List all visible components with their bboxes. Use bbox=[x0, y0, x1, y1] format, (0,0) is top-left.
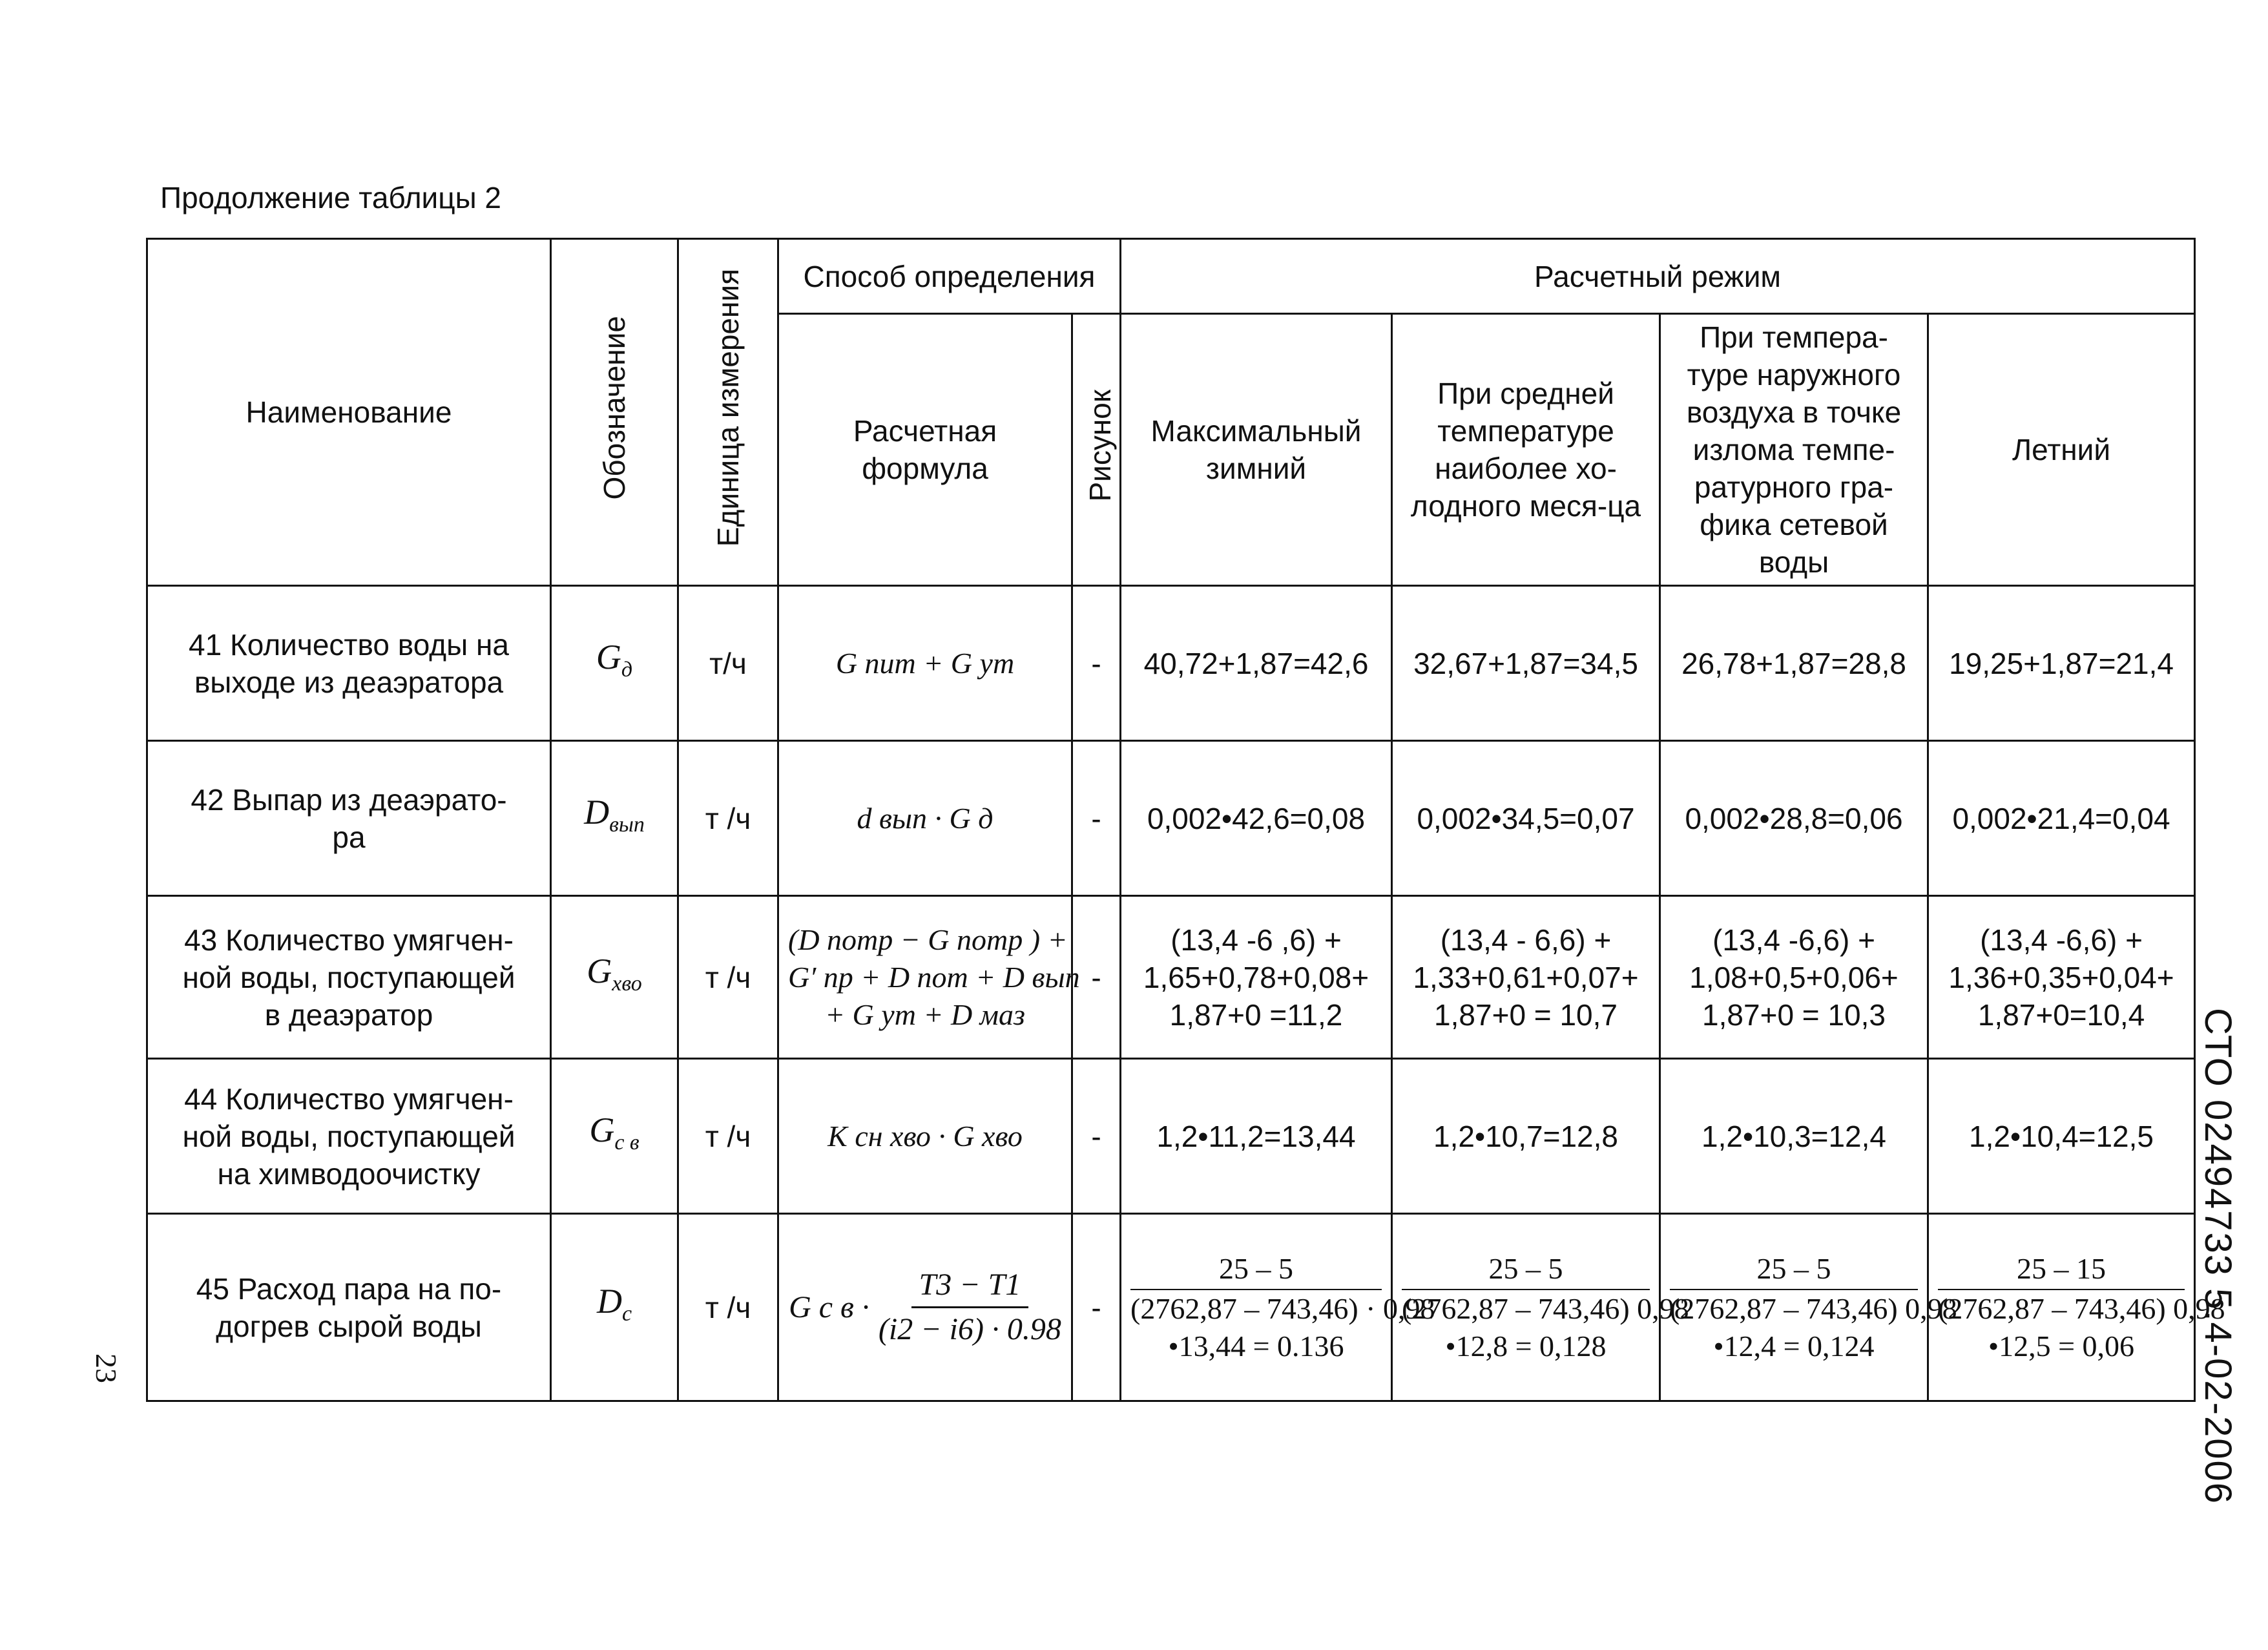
row-unit: т /ч bbox=[678, 1059, 778, 1214]
table-row bbox=[147, 741, 2195, 896]
row-formula bbox=[778, 1214, 1072, 1401]
value-max-winter: (13,4 -6 ,6) + 1,65+0,78+0,08+ 1,87+0 =11,2 bbox=[1121, 896, 1392, 1059]
value-max-winter: 40,72+1,87=42,6 bbox=[1121, 586, 1392, 741]
row-figure: - bbox=[1072, 896, 1121, 1059]
value-mid-cold: (13,4 - 6,6) + 1,33+0,61+0,07+ 1,87+0 = 10,7 bbox=[1392, 896, 1660, 1059]
table-row bbox=[147, 896, 2195, 1059]
value-mid-cold: 0,002•34,5=0,07 bbox=[1392, 741, 1660, 896]
value-mid-cold: 32,67+1,87=34,5 bbox=[1392, 586, 1660, 741]
value-break: 26,78+1,87=28,8 bbox=[1660, 586, 1928, 741]
value-max-winter: 0,002•42,6=0,08 bbox=[1121, 741, 1392, 896]
row-figure: - bbox=[1072, 741, 1121, 896]
table-row bbox=[147, 1214, 2195, 1401]
header-formula: Расчетная формула bbox=[778, 314, 1072, 586]
page-number: 23 bbox=[90, 1353, 123, 1383]
header-method: Способ определения bbox=[778, 239, 1121, 314]
formula-numerator: T3 − T1 bbox=[911, 1266, 1029, 1308]
row-formula: K сн хво · G хво bbox=[778, 1059, 1072, 1214]
header-unit: Единица измерения bbox=[678, 239, 778, 586]
header-designation: Обозначение bbox=[551, 239, 678, 586]
row-name: 44 Количество умягчен- ной воды, поступающей на химводоочистку bbox=[147, 1059, 551, 1214]
value-break: 0,002•28,8=0,06 bbox=[1660, 741, 1928, 896]
header-mode-summer: Летний bbox=[1928, 314, 2195, 586]
header-figure: Рисунок bbox=[1072, 314, 1121, 586]
row-symbol: $D_с$ bbox=[551, 1214, 678, 1401]
value-summer: 19,25+1,87=21,4 bbox=[1928, 586, 2195, 741]
row-name: 43 Количество умягчен- ной воды, поступающей в деаэратор bbox=[147, 896, 551, 1059]
value-summer: (13,4 -6,6) + 1,36+0,35+0,04+ 1,87+0=10,4 bbox=[1928, 896, 2195, 1059]
document-id: СТО 02494733 5.4-02-2006 bbox=[2197, 1008, 2239, 1505]
header-name: Наименование bbox=[147, 239, 551, 586]
value-break: 25 – 5 (2762,87 – 743,46) 0,98 •12,4 = 0,124 bbox=[1660, 1214, 1928, 1401]
header-mode-break: При темпера-туре наружного воздуха в точке излома темпе-ратурного гра-фика сетевой воды bbox=[1660, 314, 1928, 586]
value-max-winter: 25 – 5 (2762,87 – 743,46) · 0,98 •13,44 = 0.136 bbox=[1121, 1214, 1392, 1401]
value-max-winter: 1,2•11,2=13,44 bbox=[1121, 1059, 1392, 1214]
row-name: 45 Расход пара на по- догрев сырой воды bbox=[147, 1214, 551, 1401]
header-mode: Расчетный режим bbox=[1121, 239, 2195, 314]
row-symbol: $G_д$ bbox=[551, 586, 678, 741]
value-summer: 1,2•10,4=12,5 bbox=[1928, 1059, 2195, 1214]
formula-denominator: (i2 − i6) · 0.98 bbox=[878, 1312, 1061, 1346]
row-figure: - bbox=[1072, 1059, 1121, 1214]
row-formula: G пит + G ут bbox=[778, 586, 1072, 741]
value-mid-cold: 25 – 5 (2762,87 – 743,46) 0,98 •12,8 = 0,128 bbox=[1392, 1214, 1660, 1401]
row-unit: т /ч bbox=[678, 741, 778, 896]
value-break: 1,2•10,3=12,4 bbox=[1660, 1059, 1928, 1214]
row-symbol: $D_{вып}$ bbox=[551, 741, 678, 896]
row-symbol: $G_{хво}$ bbox=[551, 896, 678, 1059]
table-caption: Продолжение таблицы 2 bbox=[160, 181, 502, 214]
row-unit: т /ч bbox=[678, 1214, 778, 1401]
value-summer: 25 – 15 (2762,87 – 743,46) 0,98 •12,5 = 0,06 bbox=[1928, 1214, 2195, 1401]
value-mid-cold: 1,2•10,7=12,8 bbox=[1392, 1059, 1660, 1214]
row-name: 41 Количество воды на выходе из деаэратора bbox=[147, 586, 551, 741]
value-break: (13,4 -6,6) + 1,08+0,5+0,06+ 1,87+0 = 10,3 bbox=[1660, 896, 1928, 1059]
row-name: 42 Выпар из деаэрато- ра bbox=[147, 741, 551, 896]
table-row bbox=[147, 586, 2195, 741]
formula-prefix: G с в · bbox=[789, 1290, 869, 1324]
row-symbol: $G_{с в}$ bbox=[551, 1059, 678, 1214]
row-figure: - bbox=[1072, 586, 1121, 741]
row-formula: d вып · G д bbox=[778, 741, 1072, 896]
row-unit: т /ч bbox=[678, 896, 778, 1059]
table-row bbox=[147, 1059, 2195, 1214]
row-unit: т/ч bbox=[678, 586, 778, 741]
header-mode-mid-cold: При средней температуре наиболее хо-лодного меся-ца bbox=[1392, 314, 1660, 586]
header-mode-max-winter: Максимальный зимний bbox=[1121, 314, 1392, 586]
row-figure: - bbox=[1072, 1214, 1121, 1401]
row-formula: (D потр − G потр ) + G′ пр + D пот + D вып + G ут + D маз bbox=[778, 896, 1072, 1059]
value-summer: 0,002•21,4=0,04 bbox=[1928, 741, 2195, 896]
